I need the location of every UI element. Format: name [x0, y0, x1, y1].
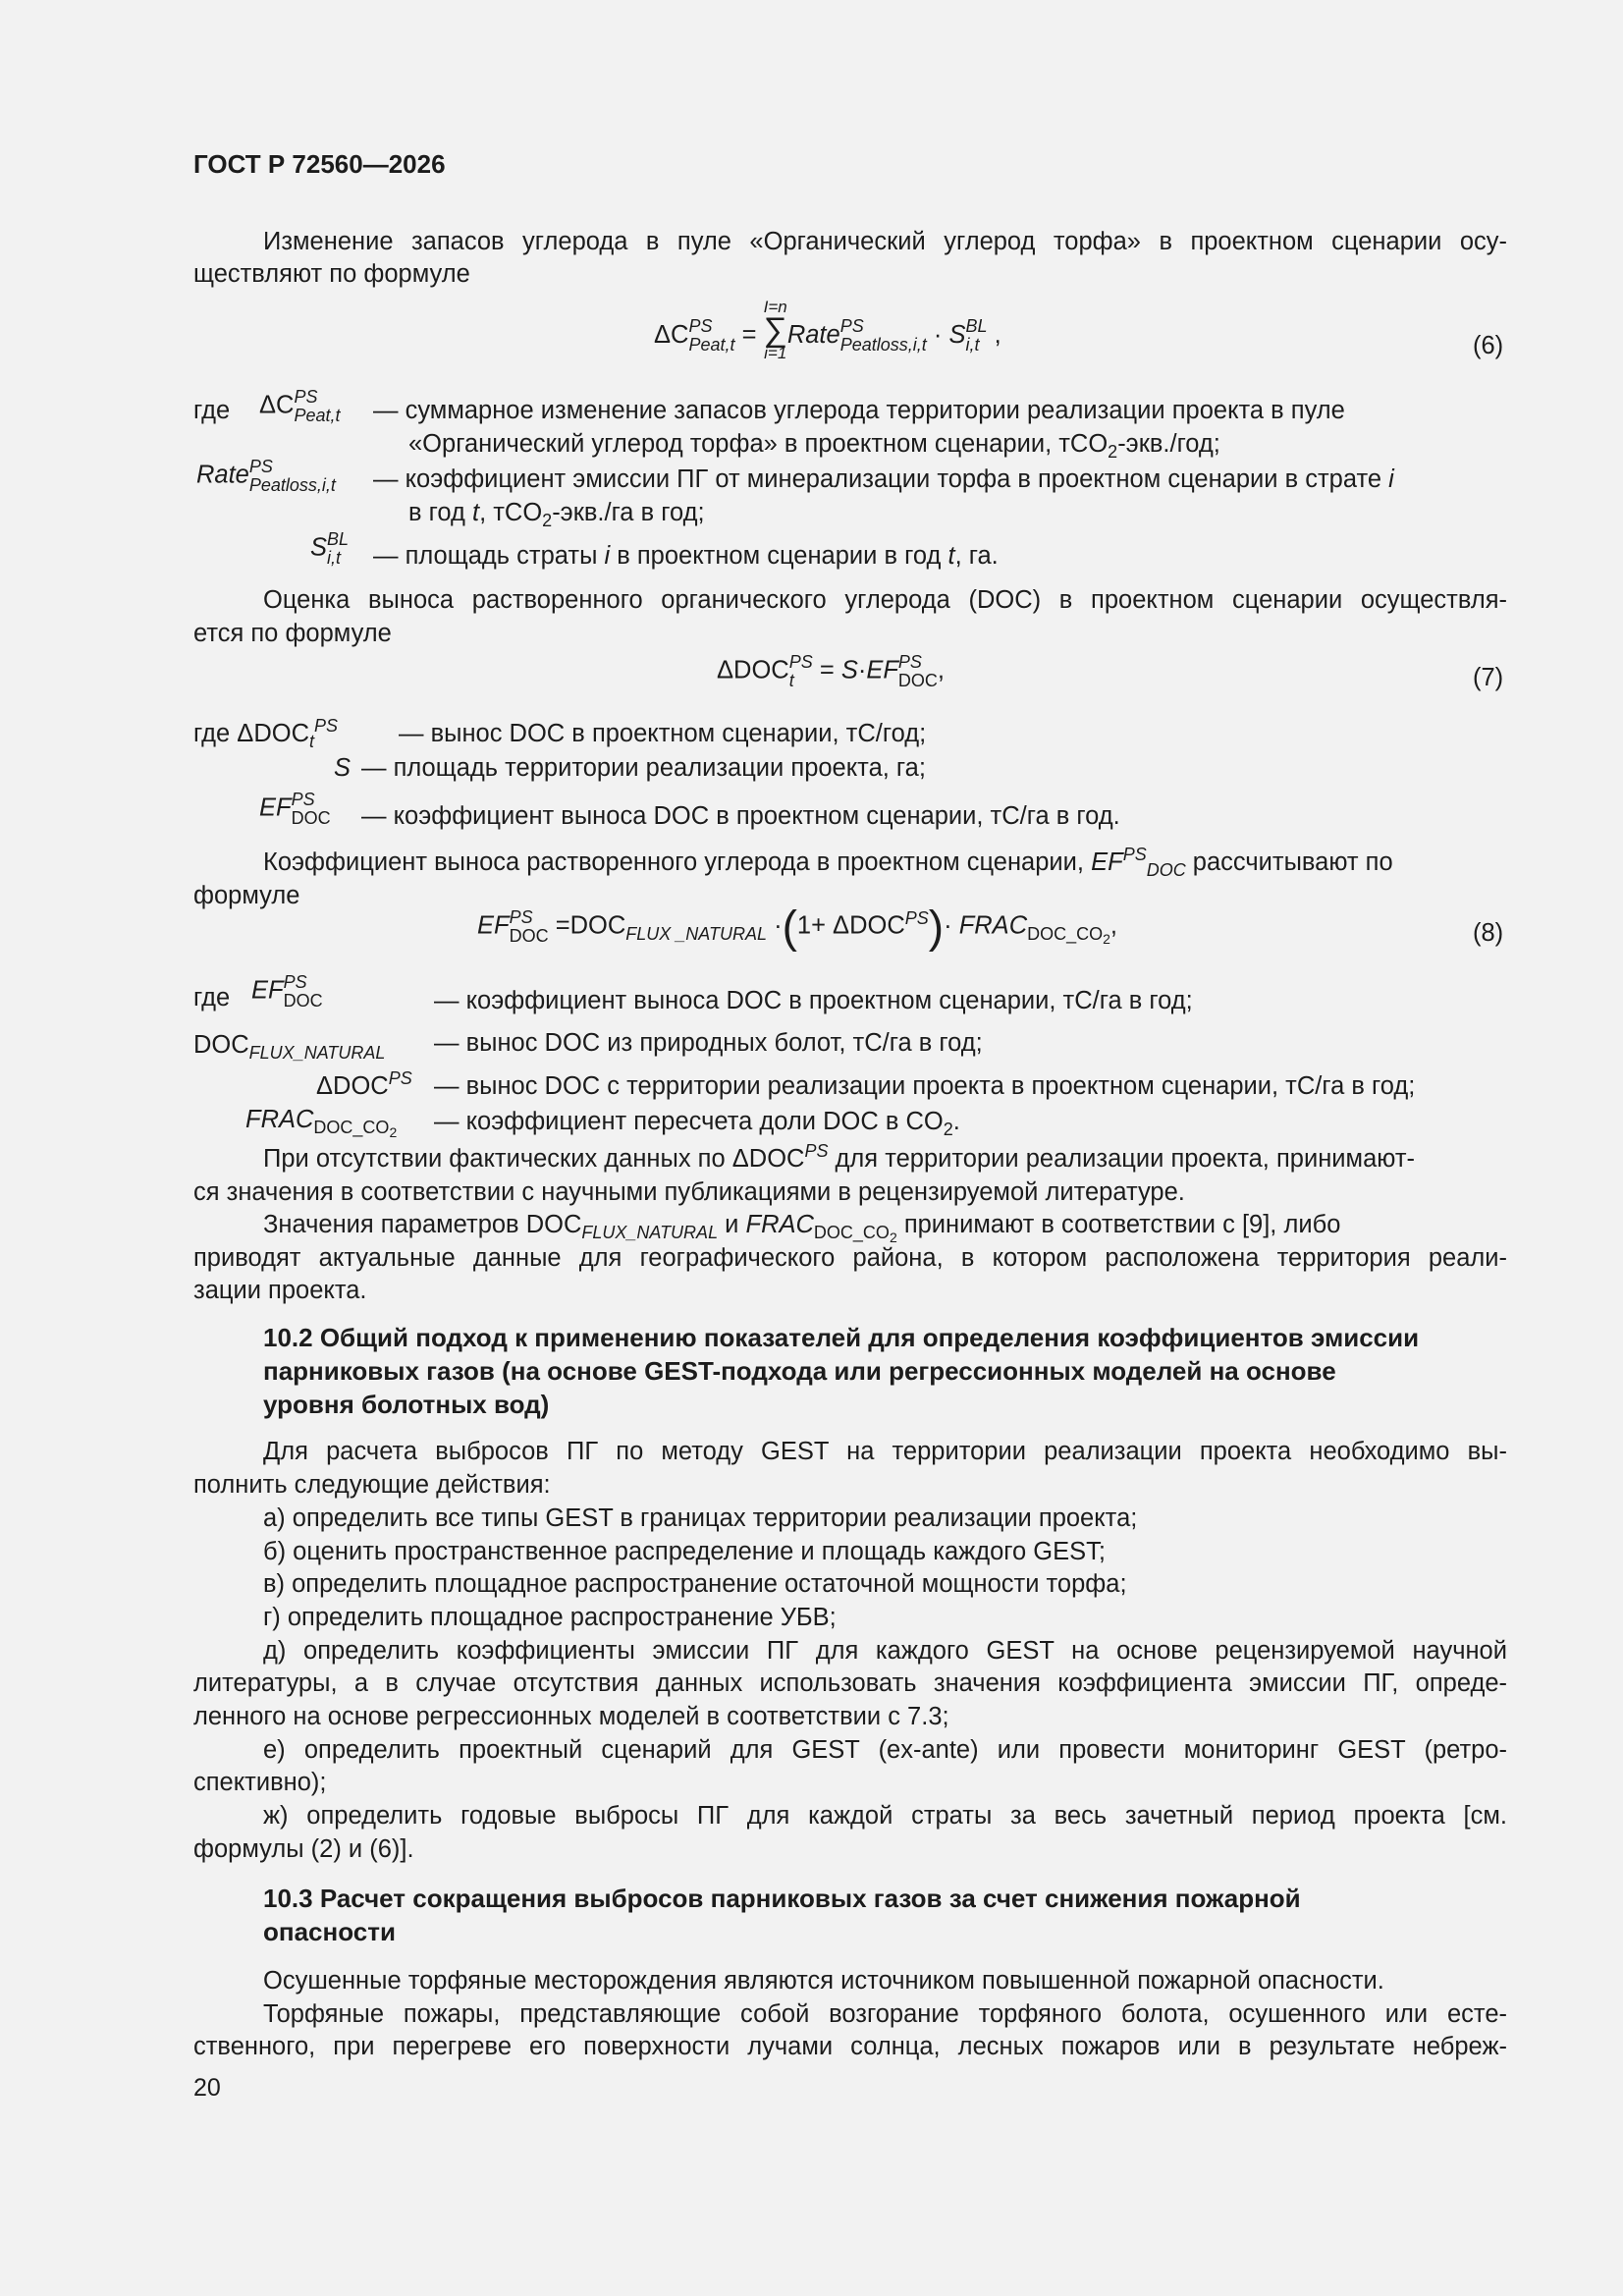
document-header: ГОСТ Р 72560—2026	[193, 149, 446, 179]
equation-8: EF PS DOC $=DOC_{FLUX \_NATURAL} \cdot(1+ \Delta DOC^{PS})\cdot$ $FRAC_{DOC\_CO_2}$,	[477, 901, 1118, 953]
where-label: где	[193, 397, 231, 424]
list-item: литературы, а в случае отсутствия данных использовать значения коэффициента эмиссии ПГ, опреде-	[193, 1669, 1507, 1697]
definition-line: — суммарное изменение запасов углерода территории реализации проекта в пуле	[373, 397, 1345, 424]
equation-number: (8)	[1473, 919, 1504, 947]
paragraph-line: приводят актуальные данные для географического района, в котором расположена территория реали-	[193, 1244, 1507, 1272]
equation-number: (6)	[1473, 332, 1504, 359]
symbol-ef-doc: EF PS DOC	[251, 972, 323, 1011]
symbol-delta-doc: $\Delta DOC^{PS}$	[316, 1068, 412, 1100]
list-item: а) определить все типы GEST в границах территории реализации проекта;	[263, 1504, 1138, 1532]
paragraph-line: Торфяные пожары, представляющие собой возгорание торфяного болота, осушенного или есте-	[263, 2000, 1507, 2028]
list-item: е) определить проектный сценарий для GEST (ex-ante) или провести мониторинг GEST (ретро-	[263, 1736, 1507, 1764]
definition-line: «Органический углерод торфа» в проектном сценарии, тCO$_2$-экв./год;	[408, 430, 1220, 462]
definition-line: — коэффициент выноса DOC в проектном сценарии, тС/га в год.	[361, 802, 1120, 830]
list-item: г) определить площадное распространение УБВ;	[263, 1604, 837, 1631]
definition-line: — коэффициент пересчета доли DOC в $CO_2$.	[434, 1108, 960, 1139]
symbol-ef-doc: EF PS DOC	[259, 790, 331, 828]
list-item: ж) определить годовые выбросы ПГ для каждой страты за весь зачетный период проекта [см.	[263, 1802, 1507, 1830]
list-item: ленного на основе регрессионных моделей в соответствии с 7.3;	[193, 1703, 949, 1730]
symbol-doc-flux: $DOC_{FLUX\_NATURAL}$	[193, 1031, 386, 1063]
definition-line: — площадь страты i в проектном сценарии в год t, га.	[373, 542, 999, 570]
definition-line: — коэффициент выноса DOC в проектном сценарии, тС/га в год;	[434, 987, 1193, 1014]
section-heading: парниковых газов (на основе GEST-подхода или регрессионных моделей на основе	[263, 1356, 1336, 1386]
definition-line: — площадь территории реализации проекта, га;	[361, 754, 926, 782]
paragraph-line: При отсутствии фактических данных по $\Delta DOC^{PS}$ для территории реализации проекта, принимают-	[263, 1141, 1415, 1173]
definition-line: — вынос DOC в проектном сценарии, тС/год;	[399, 720, 927, 747]
list-item: спективно);	[193, 1769, 327, 1796]
paragraph-line: Для расчета выбросов ПГ по методу GEST на территории реализации проекта необходимо вы-	[263, 1438, 1507, 1465]
definition-line: — вынос DOC из природных болот, тС/га в год;	[434, 1029, 983, 1057]
equation-6: ΔC PS Peat,t = I=n ∑ i=1 Rate PS Peatloss,i,t · S BL i,t ,	[654, 298, 1001, 362]
paragraph-line: полнить следующие действия:	[193, 1471, 551, 1499]
symbol-frac: $FRAC_{DOC\_CO_2}$	[245, 1106, 398, 1140]
paragraph-line: ществляют по формуле	[193, 260, 470, 288]
symbol-delta-c-peat: ΔC PS Peat,t	[259, 387, 341, 425]
list-item: д) определить коэффициенты эмиссии ПГ для каждого GEST на основе рецензируемой научной	[263, 1637, 1507, 1665]
paragraph-line: Значения параметров $DOC_{FLUX\_NATURAL}$ и $FRAC_{DOC\_CO_2}$ принимают в соответствии с [9], либо	[263, 1211, 1341, 1245]
definition-line: в год t, тCO$_2$-экв./га в год;	[408, 499, 705, 530]
symbol-s: S	[334, 754, 352, 782]
list-item: формулы (2) и (6)].	[193, 1835, 414, 1863]
section-heading: 10.2 Общий подход к применению показателей для определения коэффициентов эмиссии	[263, 1323, 1420, 1352]
symbol-rate-peatloss: Rate PS Peatloss,i,t	[196, 457, 336, 495]
sum-symbol: I=n ∑ i=1	[763, 298, 787, 362]
paragraph-line: Оценка выноса растворенного органического углерода (DOC) в проектном сценарии осуществля-	[263, 586, 1507, 614]
definition-line: — вынос DOC с территории реализации проекта в проектном сценарии, тС/га в год;	[434, 1072, 1416, 1100]
where-label: где	[193, 984, 231, 1011]
paragraph-line: формуле	[193, 882, 300, 909]
paragraph-line: Осушенные торфяные месторождения являются источником повышенной пожарной опасности.	[263, 1967, 1384, 1995]
definition-line: — коэффициент эмиссии ПГ от минерализации торфа в проектном сценарии в страте i	[373, 465, 1394, 493]
list-item: в) определить площадное распространение остаточной мощности торфа;	[263, 1570, 1127, 1598]
paragraph-line: Коэффициент выноса растворенного углерода в проектном сценарии, $EF^{PS}_{DOC}$ рассчитывают по	[263, 845, 1393, 880]
paragraph-line: ется по формуле	[193, 620, 392, 647]
equation-number: (7)	[1473, 664, 1504, 691]
section-heading: 10.3 Расчет сокращения выбросов парниковых газов за счет снижения пожарной	[263, 1884, 1301, 1913]
section-heading: опасности	[263, 1917, 396, 1946]
where-label: где $\Delta DOC_t^{PS}$	[193, 716, 339, 751]
symbol-s-bl: S BL i,t	[310, 529, 350, 568]
paragraph-line: зации проекта.	[193, 1277, 367, 1304]
paragraph-line: ственного, при перегреве его поверхности лучами солнца, лесных пожаров или в результате небреж-	[193, 2033, 1507, 2060]
page-number: 20	[193, 2074, 221, 2102]
paragraph-line: Изменение запасов углерода в пуле «Органический углерод торфа» в проектном сценарии осу-	[263, 228, 1507, 255]
paragraph-line: ся значения в соответствии с научными публикациями в рецензируемой литературе.	[193, 1178, 1185, 1206]
list-item: б) оценить пространственное распределение и площадь каждого GEST;	[263, 1538, 1106, 1565]
equation-7: ΔDOC PS t = S·EF PS DOC ,	[717, 652, 946, 690]
section-heading: уровня болотных вод)	[263, 1390, 550, 1419]
